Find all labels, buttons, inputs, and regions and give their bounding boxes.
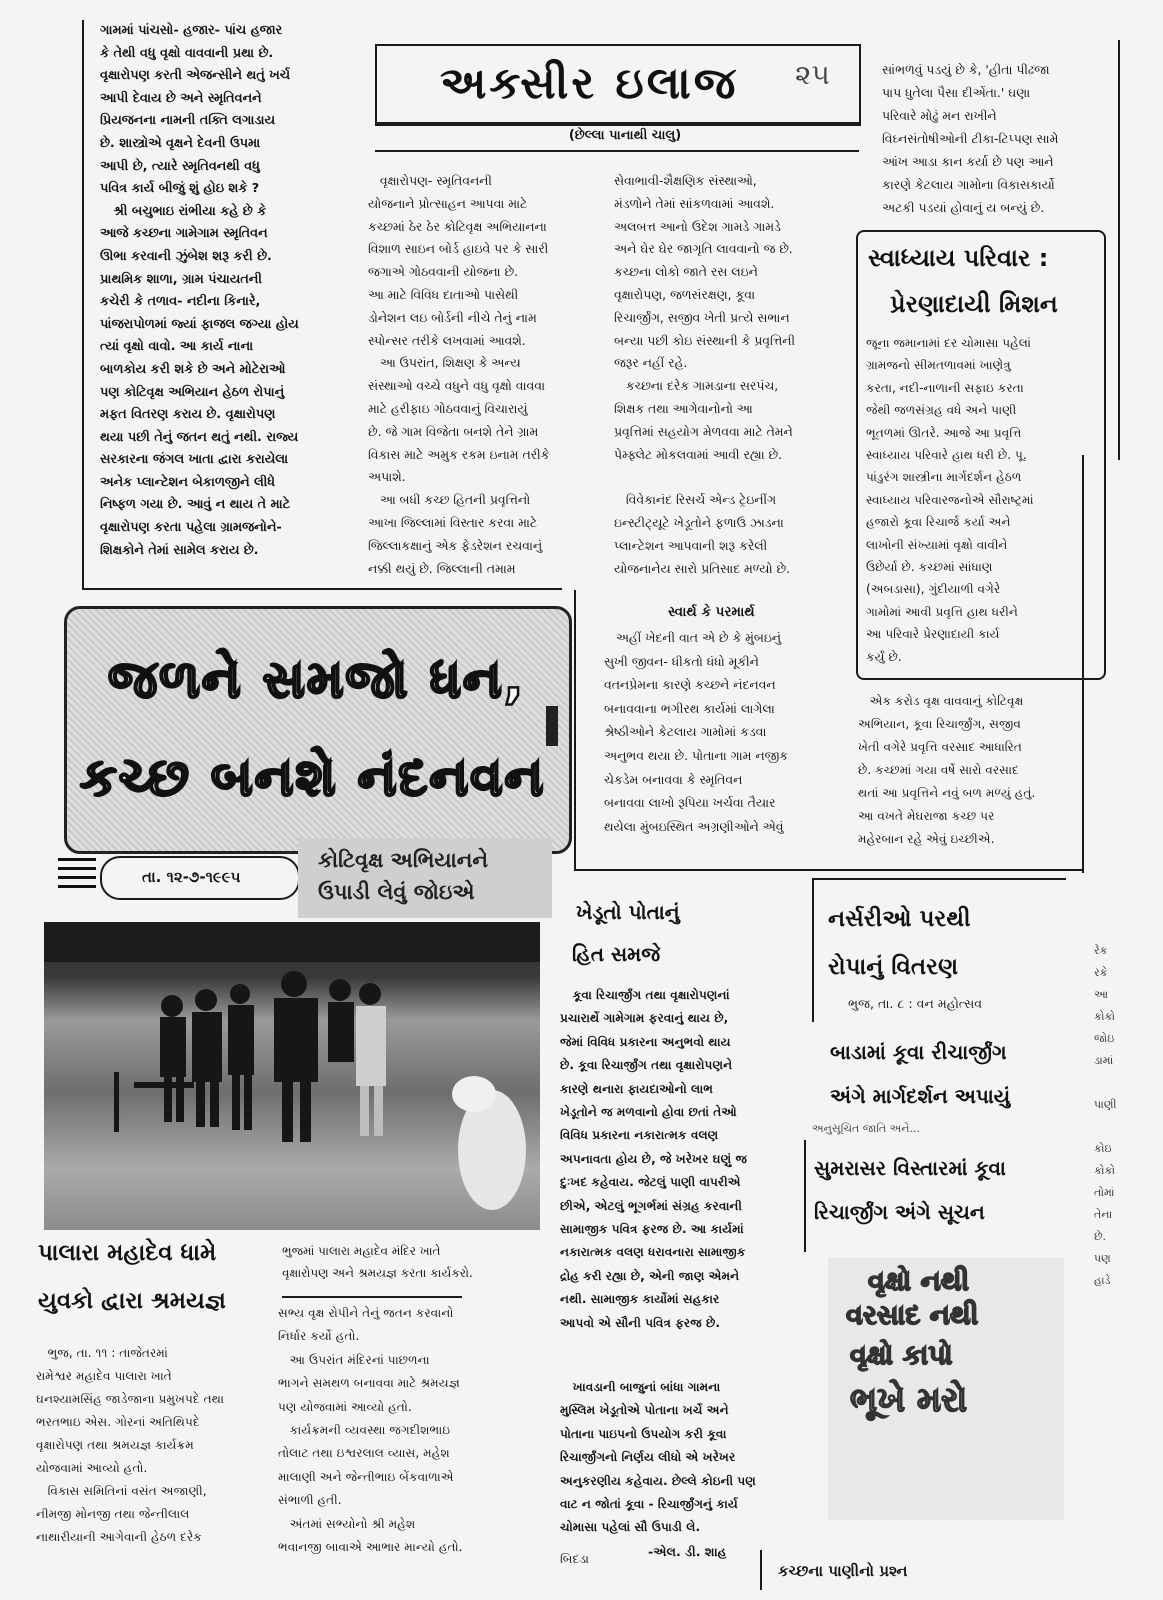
page-number: ૨૫ — [795, 58, 830, 91]
masthead-rule — [375, 122, 859, 124]
bada-headline-1: બાડામાં કૂવા રીચાર્જીંગ — [830, 1040, 1007, 1064]
edge-fragment: છે. — [1094, 1230, 1106, 1243]
swarth-heading: સ્વાર્થ કે પરમાર્થ — [668, 604, 755, 620]
bottom-border — [574, 869, 1084, 871]
right-border — [1118, 40, 1120, 460]
column-right-top: સાંભળવું પડયું છે કે, 'હીતા પીઢજા પાપ ધુતેલા પૈસા દીએંતા.' ઘણા પરિવારે મોઢું મન રાખીને વિઘ્નસંતોષીઓની ટીકા-ટિપ્પણ સામે આંખ આડા કાન કર્યા છે પણ આને કારણે કેટલાય ગામોના વિકાસકાર્યો અટકી પડયાં હોવાનું ય બન્યું છે. — [882, 62, 1059, 215]
bada-headline-2: અંગે માર્ગદર્શન અપાયું — [830, 1084, 1011, 1108]
palara-body: ભુજ, તા. ૧૧ : તાજેતરમાં રામેશ્વર મહાદેવ પાલારા ખાતે ઘનશ્યામસિંહ જાડેજાના પ્રમુખપદે તથા ભરતભાઇ એસ. ગોરનાં અતિથિપદે વૃક્ષારોપણ તથા શ્રમયજ્ઞ કાર્યક્રમ યોજવામાં આવ્યો હતો. વિકાસ સમિતિનાં વસંત અજાણી, નીમજી મોનજી તથા જેન્તીલાલ નાથારીયાની આગેવાની હેઠળ દરેક — [36, 1346, 225, 1544]
edge-fragment: હાડે — [1094, 1274, 1111, 1287]
slogan-line-2: વરસાદ નથી — [846, 1300, 979, 1331]
volunteers-photo — [44, 922, 540, 1230]
edge-fragment: કોકો — [1094, 1010, 1116, 1023]
kotivruksh-line-1: કોટિવૃક્ષ અભિયાનને — [318, 848, 489, 872]
nursery-dateline: ભુજ, તા. ૮ : વન મહોત્સવ — [848, 996, 983, 1011]
slogan-line-4: ભૂખે મરો — [850, 1380, 968, 1420]
khedut-signoff-left: બિદડા — [560, 1552, 590, 1566]
kotivruksh-line-2: ઉપાડી લેવું જોઇએ — [318, 880, 475, 904]
edge-fragment: કોઇ — [1094, 1142, 1112, 1155]
slogan-line-1: વૃક્ષો નથી — [868, 1266, 970, 1297]
caption-rule — [282, 1296, 462, 1298]
banner-line-2: કચ્છ બનશે નંદનવન — [80, 748, 546, 808]
edge-fragment: રકે — [1094, 966, 1108, 979]
swadhyay-body: જૂના જમાનામાં દર ચોમાસા પહેલાં ગ્રામજનો સીમતળાવમાં ખાણેત્રુ કરતા, નદી-નાળાની સફાઇ કરતા જેથી જળસંગ્રહ વધે અને પાણી ભૂતળમાં ઊતરે. આજે આ પ્રવૃત્તિ સ્વાધ્યાય પરિવારે હાથ ધરી છે. પૂ. પાંડુરંગ શાસ્ત્રીના માર્ગદર્શન હેઠળ સ્વાધ્યાય પરિવારજનોએ સૌરાષ્ટ્રમાં હજારો કૂવા રિચાર્જ કર્યા અને લાખોની સંખ્યામાં વૃક્ષો વાવીને ઉછેર્યા છે. કચ્છમાં સાંધાણ (અબડાસા), ગુંદીયાળી વગેરે ગામોમાં આવી પ્રવૃત્તિ હાથ ધરીને આ પરિવારે પ્રેરણાદાયી કાર્ય કર્યું છે. — [866, 336, 1034, 664]
column-mid1: વૃક્ષારોપણ- સ્મૃતિવનની યોજનાને પ્રોત્સાહન આપવા માટે કચ્છમાં ઠેર ઠેર કોટિવૃક્ષ અભિયાનના વિશાળ સાઇન બોર્ડ હાઇવે પર કે સારી જગાએ ગોઠવવાની યોજના છે. આ માટે વિવિધ દાતાઓ પાસેથી ડોનેશન લઇ બોર્ડની નીચે તેનું નામ સ્પોન્સર તરીકે લખવામાં આવશે. આ ઉપરાંત, શિક્ષણ કે અન્ય સંસ્થાઓ વચ્ચે વધુને વધુ વૃક્ષો વાવવા માટે હરીફાઇ ગોઠવવાનું વિચારાયું છે. જે ગામ વિજેતા બનશે તેને ગ્રામ વિકાસ માટે અમુક રકમ ઇનામ તરીકે અપાશે. આ બધી કચ્છ હિતની પ્રવૃત્તિનો આખા જિલ્લામાં વિસ્તાર કરવા માટે જિલ્લાકક્ષાનું એક ફેડરેશન રચવાનું નક્કી થયું છે. જિલ્લાની તમામ — [368, 173, 550, 576]
slogan-line-3: વૃક્ષો કાપો — [850, 1340, 953, 1371]
speed-lines — [58, 858, 96, 894]
edge-fragment: આ — [1094, 988, 1108, 1001]
edge-fragment: ડામાં — [1094, 1054, 1114, 1067]
khedut-body-2: ખાવડાની બાજુનાં બાંધા ગામના મુસ્લિમ ખેડૂતોએ પોતાના ખર્ચે અને પોતાના પાઇપનો ઉપયોગ કરી કૂવા રિચાર્જીંગનો નિર્ણય લીધો એ ખરેખર અનુકરણીય કહેવાય. છેલ્લે કોઇની પણ વાટ ન જોતાં કૂવા - રિચાર્જીંગનું કાર્ય ચોમાસા પહેલાં સૌ ઉપાડી લે. — [560, 1380, 756, 1535]
bada-snippet: અનુસૂચિત જાતિ અને... — [812, 1122, 920, 1135]
masthead-continuation: (છેલ્લા પાનાથી ચાલુ) — [568, 128, 682, 143]
edge-fragment: કોકો — [1094, 1164, 1116, 1177]
sumrasar-headline-1: સુમરાસર વિસ્તારમાં કૂવા — [814, 1156, 1006, 1180]
column-right-bottom: એક કરોડ વૃક્ષ વાવવાનું કોટિવૃક્ષ અભિયાન, કૂવા રિચાર્જીંગ, સજીવ ખેતી વગેરે પ્રવૃત્તિ વરસાદ આધારિત છે. કચ્છમાં ગયા વર્ષે સારો વરસાદ થતાં આ પ્રવૃત્તિને નવું બળ મળ્યું હતું. આ વખતે મેઘરાજા કચ્છ પર મહેરબાન રહે એવું ઇચ્છીએ. — [858, 694, 1036, 846]
khedut-headline-1: ખેડૂતો પોતાનું — [576, 900, 680, 924]
khedut-headline-2: હિત સમજે — [572, 942, 661, 966]
palara-headline-2: યુવકો દ્વારા શ્રમયજ્ઞ — [38, 1288, 226, 1314]
khedut-signoff-right: -એલ. ડી. શાહ — [648, 1544, 727, 1559]
edge-fragments — [1094, 940, 1154, 1292]
edge-fragment: પાણી — [1094, 1098, 1117, 1111]
nursery-headline-2: રોપાનું વિતરણ — [828, 954, 959, 980]
edge-fragment: જોઇ — [1094, 1032, 1115, 1045]
masthead-rule-2 — [375, 150, 859, 152]
edge-fragment: તેના — [1094, 1208, 1113, 1221]
column-mid2b: અહીં ખેદની વાત એ છે કે મુંબઇનું સુખી જીવન- ધીકતો ધંધો મૂકીને વતનપ્રેમના કારણે કચ્છને નંદનવન બનાવવાના ભગીરથ કાર્યમાં લાગેલા શ્રેષ્ઠીઓને કેટલાય ગામોમાં કડવા અનુભવ થયા છે. પોતાના ગામ નજીક ચેકડેમ બનાવવા કે સ્મૃતિવન બનાવવા લાખો રૂપિયા ખર્ચવા તૈયાર થયેલા મુંબઇસ્થિત અગ્રણીઓને એવું — [604, 630, 788, 834]
palara-body-2: સભ્ય વૃક્ષ રોપીને તેનું જતન કરવાનો નિર્ધાર કર્યો હતો. આ ઉપરાંત મંદિરનાં પાછળના ભાગને સમથળ બનાવવા માટે શ્રમયજ્ઞ પણ યોજવામાં આવ્યો હતો. કાર્યક્રમની વ્યવસ્થા જગદીશભાઇ તોલાટ તથા ઇશ્વરલાલ વ્યાસ, મહેશ માલાણી અને જેન્તીભાઇ બેંકવાળાએ સંભાળી હતી. અંતમાં સભ્યોનો શ્રી મહેશ ભવાનજી બાવાએ આભાર માન્યો હતો. — [278, 1306, 463, 1555]
column-left: ગામમાં પાંચસો- હજાર- પાંચ હજાર કે તેથી વધુ વૃક્ષો વાવવાની પ્રથા છે. વૃક્ષારોપણ કરતી એજન્સીને થતું ખર્ચ આપી દેવાય છે અને સ્મૃતિવનને પ્રિયજનના નામની તક્તિ લગાડાય છે. શાસ્ત્રોએ વૃક્ષને દેવની ઉપમા આપી છે, ત્યારે સ્મૃતિવનથી વધુ પવિત્ર કાર્ય બીજું શું હોઇ શકે ? શ્રી બચુભાઇ રાંભીયા કહે છે કે આજે કચ્છના ગામેગામ સ્મૃતિવન ઊભા કરવાની ઝુંબેશ શરૂ કરી છે. પ્રાથમિક શાળા, ગ્રામ પંચાયતની કચેરી કે તળાવ- નદીના કિનારે, પાંજરાપોળમાં જ્યાં ફાજલ જગ્યા હોય ત્યાં વૃક્ષો વાવો. આ કાર્ય નાના બાળકોય કરી શકે છે અને મોટેરાઓ પણ કોટિવૃક્ષ અભિયાન હેઠળ રોપાનું મફત વિતરણ કરાય છે. વૃક્ષારોપણ થયા પછી તેનું જતન થતું નથી. રાજ્ય સરકારના જંગલ ખાતા દ્વારા કરાયેલા અનેક પ્લાન્ટેશન બેકાળજીને લીધે નિષ્ફળ ગયા છે. આવું ન થાય તે માટે વૃક્ષારોપણ કરતા પહેલા ગ્રામજનોને- શિક્ષકોને તેમાં સામેલ કરાય છે. — [100, 23, 299, 558]
banner-divider — [546, 706, 558, 746]
column-mid2: સેવાભાવી-શૈક્ષણિક સંસ્થાઓ, મંડળોને તેમાં સાંકળવામાં આવશે. અલબત્ત આનો ઉદેશ ગામડે ગામડે અને ઘેર ઘેર જાગૃતિ લાવવાનો જ છે. કચ્છના લોકો જાતે રસ લઇને વૃક્ષારોપણ, જળસંરક્ષણ, કૂવા રિચાર્જીંગ, સજીવ ખેતી પ્રત્યે સભાન બન્યા પછી કોઇ સંસ્થાની કે પ્રવૃત્તિની જરૂર નહીં રહે. કચ્છના દરેક ગામડાના સરપંચ, શિક્ષક તથા આગેવાનોનો આ પ્રવૃત્તિમાં સહયોગ મેળવવા માટે તેમને પેમ્ફ્લેટ મોકલવામાં આવી રહ્યા છે. વિવેકાનંદ રિસર્ચ એન્ડ ટ્રેઇનીંગ ઇન્સ્ટીટ્યૂટે ખેડૂતોને ફળાઉ ઝાડના પ્લાન્ટેશન આપવાની શરૂ કરેલી યોજનાનેય સારો પ્રતિસાદ મળ્યો છે. — [614, 173, 796, 576]
edge-fragment: તોમાં — [1094, 1186, 1115, 1199]
photo-caption: ભુજમાં પાલારા મહાદેવ મંદિર ખાતે વૃક્ષારોપણ અને શ્રમયજ્ઞ કરતા કાર્યકરો. — [282, 1244, 473, 1280]
banner-box — [64, 606, 572, 854]
masthead-title: અક્સીર ઇલાજ — [440, 58, 739, 109]
palara-headline-1: પાલારા મહાદેવ ધામે — [38, 1240, 217, 1266]
swadhyay-title-2: પ્રેરણાદાયી મિશન — [890, 290, 1058, 318]
sumrasar-headline-2: રિચાર્જીંગ અંગે સૂચન — [814, 1200, 985, 1224]
khedut-divider — [760, 1550, 762, 1590]
date-strip: તા. ૧૨-૭-૧૯૯૫ — [142, 868, 241, 886]
edge-fragment: પણ — [1094, 1252, 1111, 1265]
banner-line-1: જળને સમજો ધન, — [108, 650, 526, 710]
footer-right: કચ્છના પાણીનો પ્રશ્ન — [778, 1562, 908, 1580]
swadhyay-title-1: સ્વાધ્યાય પરિવાર : — [868, 244, 1049, 272]
khedut-body: કૂવા રિચાર્જીંગ તથા વૃક્ષારોપણનાં પ્રચારાર્થે ગામેગામ ફરવાનું થાય છે, જેમાં વિવિધ પ્રકારના અનુભવો થાય છે. કૂવા રિચાર્જીંગ તથા વૃક્ષારોપણને કારણે થનારા ફાયદાઓનો લાભ ખેડૂતોને જ મળવાનો હોવા છતાં તેઓ વિવિધ પ્રકારના નકારાત્મક વલણ અપનાવતા હોય છે, જે ખરેખર ઘણું જ દુઃખદ કહેવાય. જેટલું પાણી વાપરીએ છીએ, એટલું ભૂગર્ભમાં સંગ્રહ કરવાની સામાજીક પવિત્ર ફરજ છે. આ કાર્યમાં નકારાત્મક વલણ ધરાવનારા સામાજીક દ્રોહ કરી રહ્યા છે, એની જાણ એમને નથી. સામાજીક કાર્યોમાં સહકાર આપવો એ સૌની પવિત્ર ફરજ છે. — [560, 988, 747, 1330]
nursery-headline-1: નર્સરીઓ પરથી — [828, 906, 971, 932]
left-border — [82, 20, 84, 590]
mid-vert-border — [574, 590, 576, 870]
edge-fragment: રેક — [1094, 944, 1108, 957]
